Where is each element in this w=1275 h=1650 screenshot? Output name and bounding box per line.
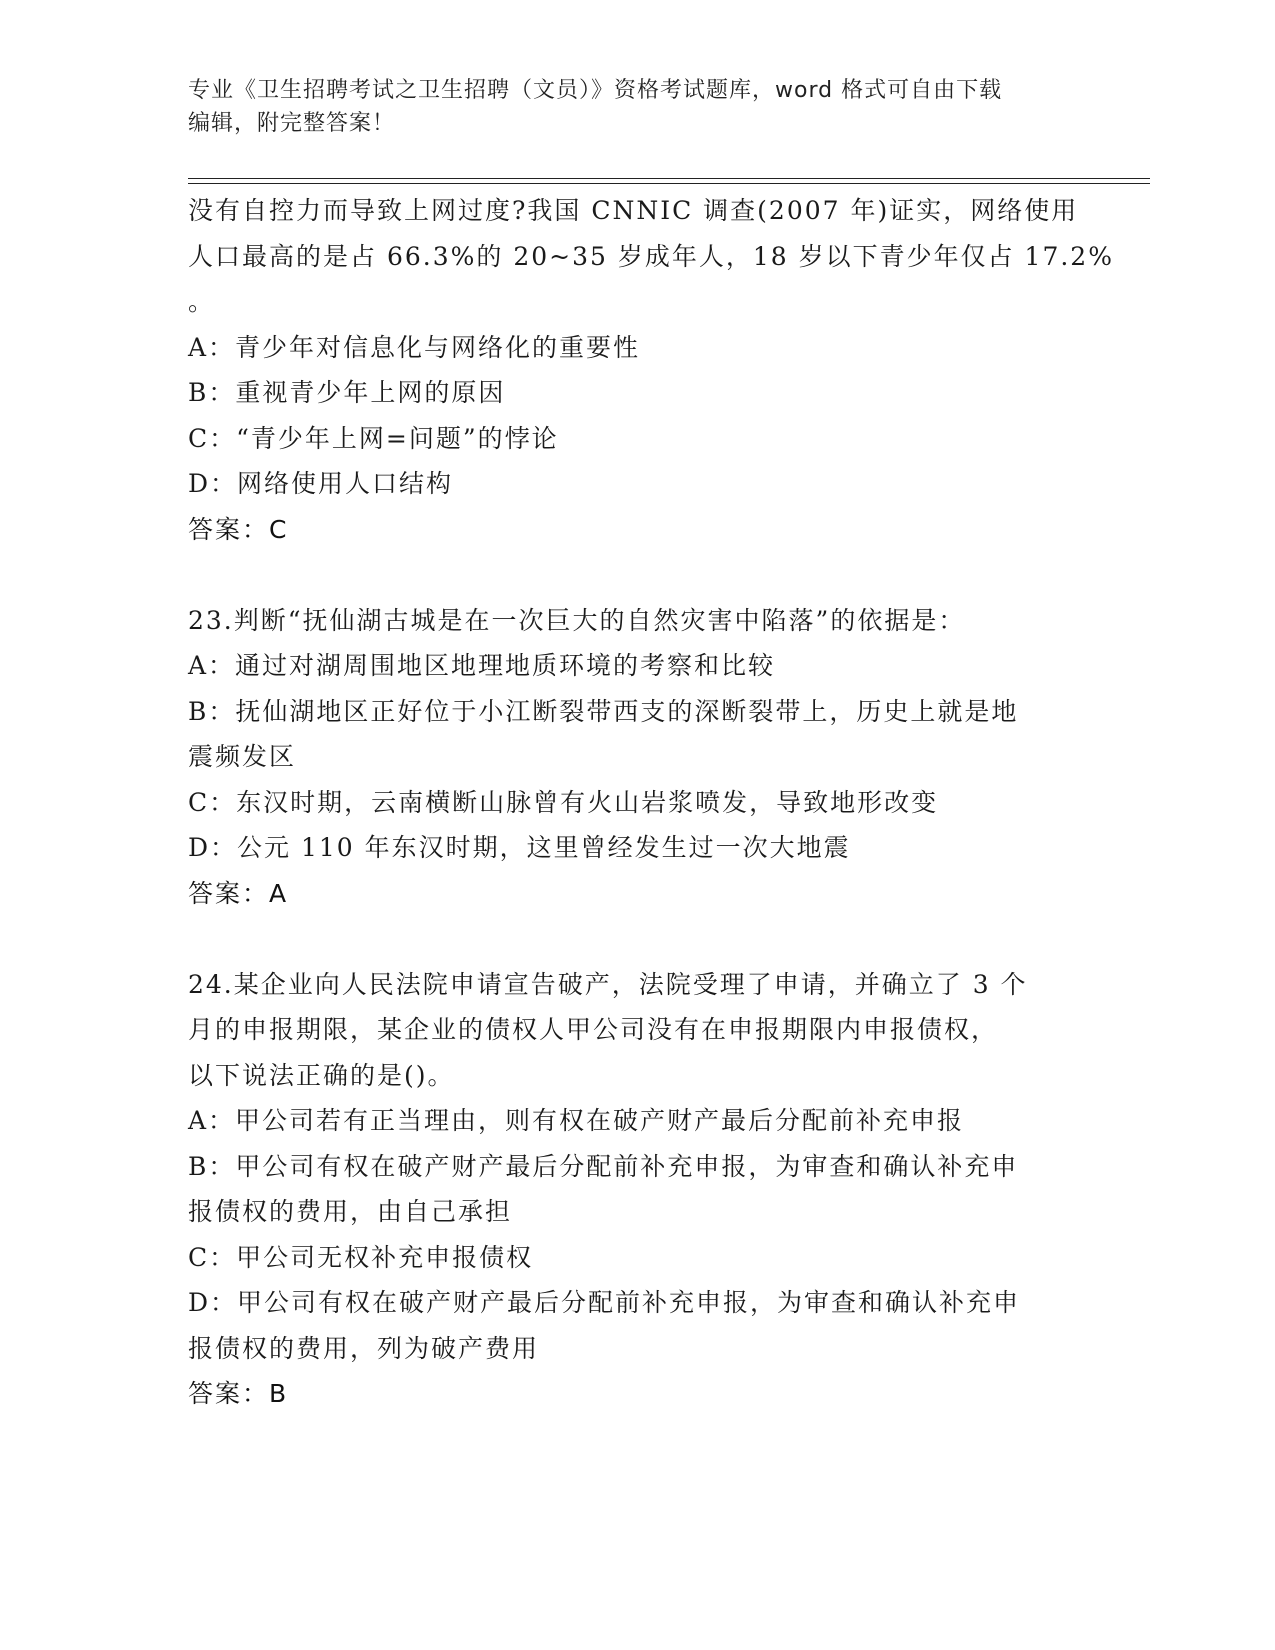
option-c: C：“青少年上网=问题”的悖论 (188, 423, 559, 453)
option-d-continued: 报债权的费用，列为破产费用 (188, 1333, 540, 1363)
answer-line: 答案：C (188, 514, 289, 544)
question-stem-line: 月的申报期限，某企业的债权人甲公司没有在申报期限内申报债权， (188, 1015, 999, 1044)
option-a: A：甲公司若有正当理由，则有权在破产财产最后分配前补充申报 (188, 1106, 965, 1135)
option-b-continued: 震频发区 (188, 742, 297, 771)
question-stem-line: 没有自控力而导致上网过度?我国 CNNIC 调查(2007 年)证实，网络使用 (188, 196, 1079, 225)
question-24 (188, 962, 1068, 1417)
option-c: C：甲公司无权补充申报债权 (188, 1242, 534, 1272)
option-a: A：青少年对信息化与网络化的重要性 (188, 332, 641, 362)
option-d: D：甲公司有权在破产财产最后分配前补充申报，为审查和确认补充申 (188, 1288, 1021, 1317)
option-c: C：东汉时期，云南横断山脉曾有火山岩浆喷发，导致地形改变 (188, 787, 939, 817)
header-rule-bottom (188, 183, 1150, 184)
header-line-2: 编辑，附完整答案！ (188, 111, 396, 136)
question-spacer (188, 552, 1068, 598)
answer-line: 答案：A (188, 878, 289, 908)
question-stem-line: 23.判断“抚仙湖古城是在一次巨大的自然灾害中陷落”的依据是： (188, 605, 966, 635)
question-stem-line: 以下说法正确的是()。 (188, 1060, 455, 1090)
header-rule-top (188, 178, 1150, 179)
question-22 (188, 188, 1114, 552)
question-23 (188, 598, 1068, 917)
option-d: D：公元 110 年东汉时期，这里曾经发生过一次大地震 (188, 833, 851, 862)
option-b-continued: 报债权的费用，由自己承担 (188, 1197, 513, 1226)
question-spacer (188, 916, 1068, 962)
option-b: B：甲公司有权在破产财产最后分配前补充申报，为审查和确认补充申 (188, 1151, 1019, 1181)
question-stem-line: 。 (188, 287, 216, 316)
answer-line: 答案：B (188, 1379, 289, 1408)
question-content (188, 188, 1114, 1417)
document-header (188, 74, 1088, 140)
question-stem-line: 人口最高的是占 66.3%的 20~35 岁成年人，18 岁以下青少年仅占 17.2% (188, 241, 1114, 271)
header-line-1: 专业《卫生招聘考试之卫生招聘（文员）》资格考试题库，word 格式可自由下载 (188, 78, 1003, 103)
question-stem-line: 24.某企业向人民法院申请宣告破产，法院受理了申请，并确立了 3 个 (188, 969, 1028, 999)
option-b: B：重视青少年上网的原因 (188, 378, 506, 407)
option-d: D：网络使用人口结构 (188, 469, 454, 498)
option-b: B：抚仙湖地区正好位于小江断裂带西支的深断裂带上，历史上就是地 (188, 696, 1019, 726)
option-a: A：通过对湖周围地区地理地质环境的考察和比较 (188, 651, 776, 680)
